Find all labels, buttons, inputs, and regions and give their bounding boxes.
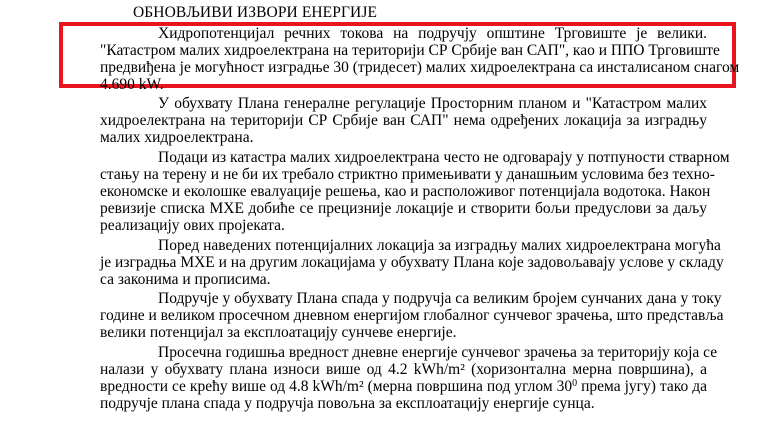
- paragraph-2-line-2: хидроелектрана на територији СР Србије ван САП" нема одређених локација за изградњу: [100, 112, 707, 129]
- paragraph-1-line-4: 4.690 kW.: [100, 76, 164, 93]
- paragraph-3-line-5: реализацију ових пројеката.: [100, 217, 285, 234]
- paragraph-6-line-1: Просечна годишња вредност дневне енергије сунчевог зрачења за територију која се: [158, 344, 718, 361]
- paragraph-3-line-2: стању на терену и не би их требало стриктно примењивати у данашњим условима без техно-: [100, 166, 715, 183]
- paragraph-4-line-3: са законима и прописима.: [100, 271, 271, 288]
- paragraph-5-line-1: Подручје у обухвату Плана спада у подручја са великим бројем сунчаних дана у току: [158, 290, 722, 307]
- paragraph-6-line-3: [100, 378, 707, 395]
- paragraph-2-line-3: малих хидроелектрана.: [100, 129, 254, 146]
- paragraph-2-line-1: У обухвату Плана генералне регулације Просторним планом и "Катастром малих: [158, 95, 707, 112]
- paragraph-1-line-1: Хидропотенцијал речних токова на подручју општине Трговиште је велики.: [158, 25, 707, 42]
- paragraph-6-line-3-text: вредности се крећу више од 4.8 kWh/m² (мерна површина под углом 30: [100, 378, 573, 395]
- paragraph-6-line-4: подручје плана спада у подручја повољна за експлоатацију енергије сунца.: [100, 395, 595, 412]
- paragraph-3-line-4: ревизије списка МХЕ добиће се прецизније локације и створити бољи предуслови за даљу: [100, 200, 707, 217]
- paragraph-1-line-3: предвиђена је могућност изградње 30 (тридесет) малих хидроелектрана са инсталисаном снагом: [100, 59, 740, 76]
- paragraph-4-line-2: је изградња МХЕ и на другим локацијама у обухвату Плана које задовољавају услове у складу: [100, 254, 724, 271]
- paragraph-5-line-2: године и великом просечном дневном енергијом глобалног сунчевог зрачења, што представља: [100, 307, 724, 324]
- degree-superscript: 0: [572, 378, 578, 389]
- paragraph-5-line-3: велики потенцијал за експлоатацију сунчеве енергије.: [100, 324, 457, 341]
- section-heading: ОБНОВЉИВИ ИЗВОРИ ЕНЕРГИЈЕ: [133, 4, 378, 21]
- paragraph-3-line-1: Подаци из катастра малих хидроелектрана често не одговарају у потпуности стварном: [158, 149, 730, 166]
- paragraph-4-line-1: Поред наведених потенцијалних локација за изградњу малих хидроелектрана могућа: [158, 237, 721, 254]
- paragraph-6-line-3-suffix: према југу) тако да: [577, 378, 707, 395]
- paragraph-3-line-3: економске и еколошке евалуације решења, као и расположивог потенцијала водотока. Након: [100, 183, 711, 200]
- paragraph-1-line-2: "Катастром малих хидроелектрана на територији СР Србије ван САП", као и ППО Трговиште: [100, 42, 720, 59]
- paragraph-6-line-2: налази у обухвату плана износи више од 4.2 kWh/m² (хоризонтална мерна површина), а: [100, 361, 707, 378]
